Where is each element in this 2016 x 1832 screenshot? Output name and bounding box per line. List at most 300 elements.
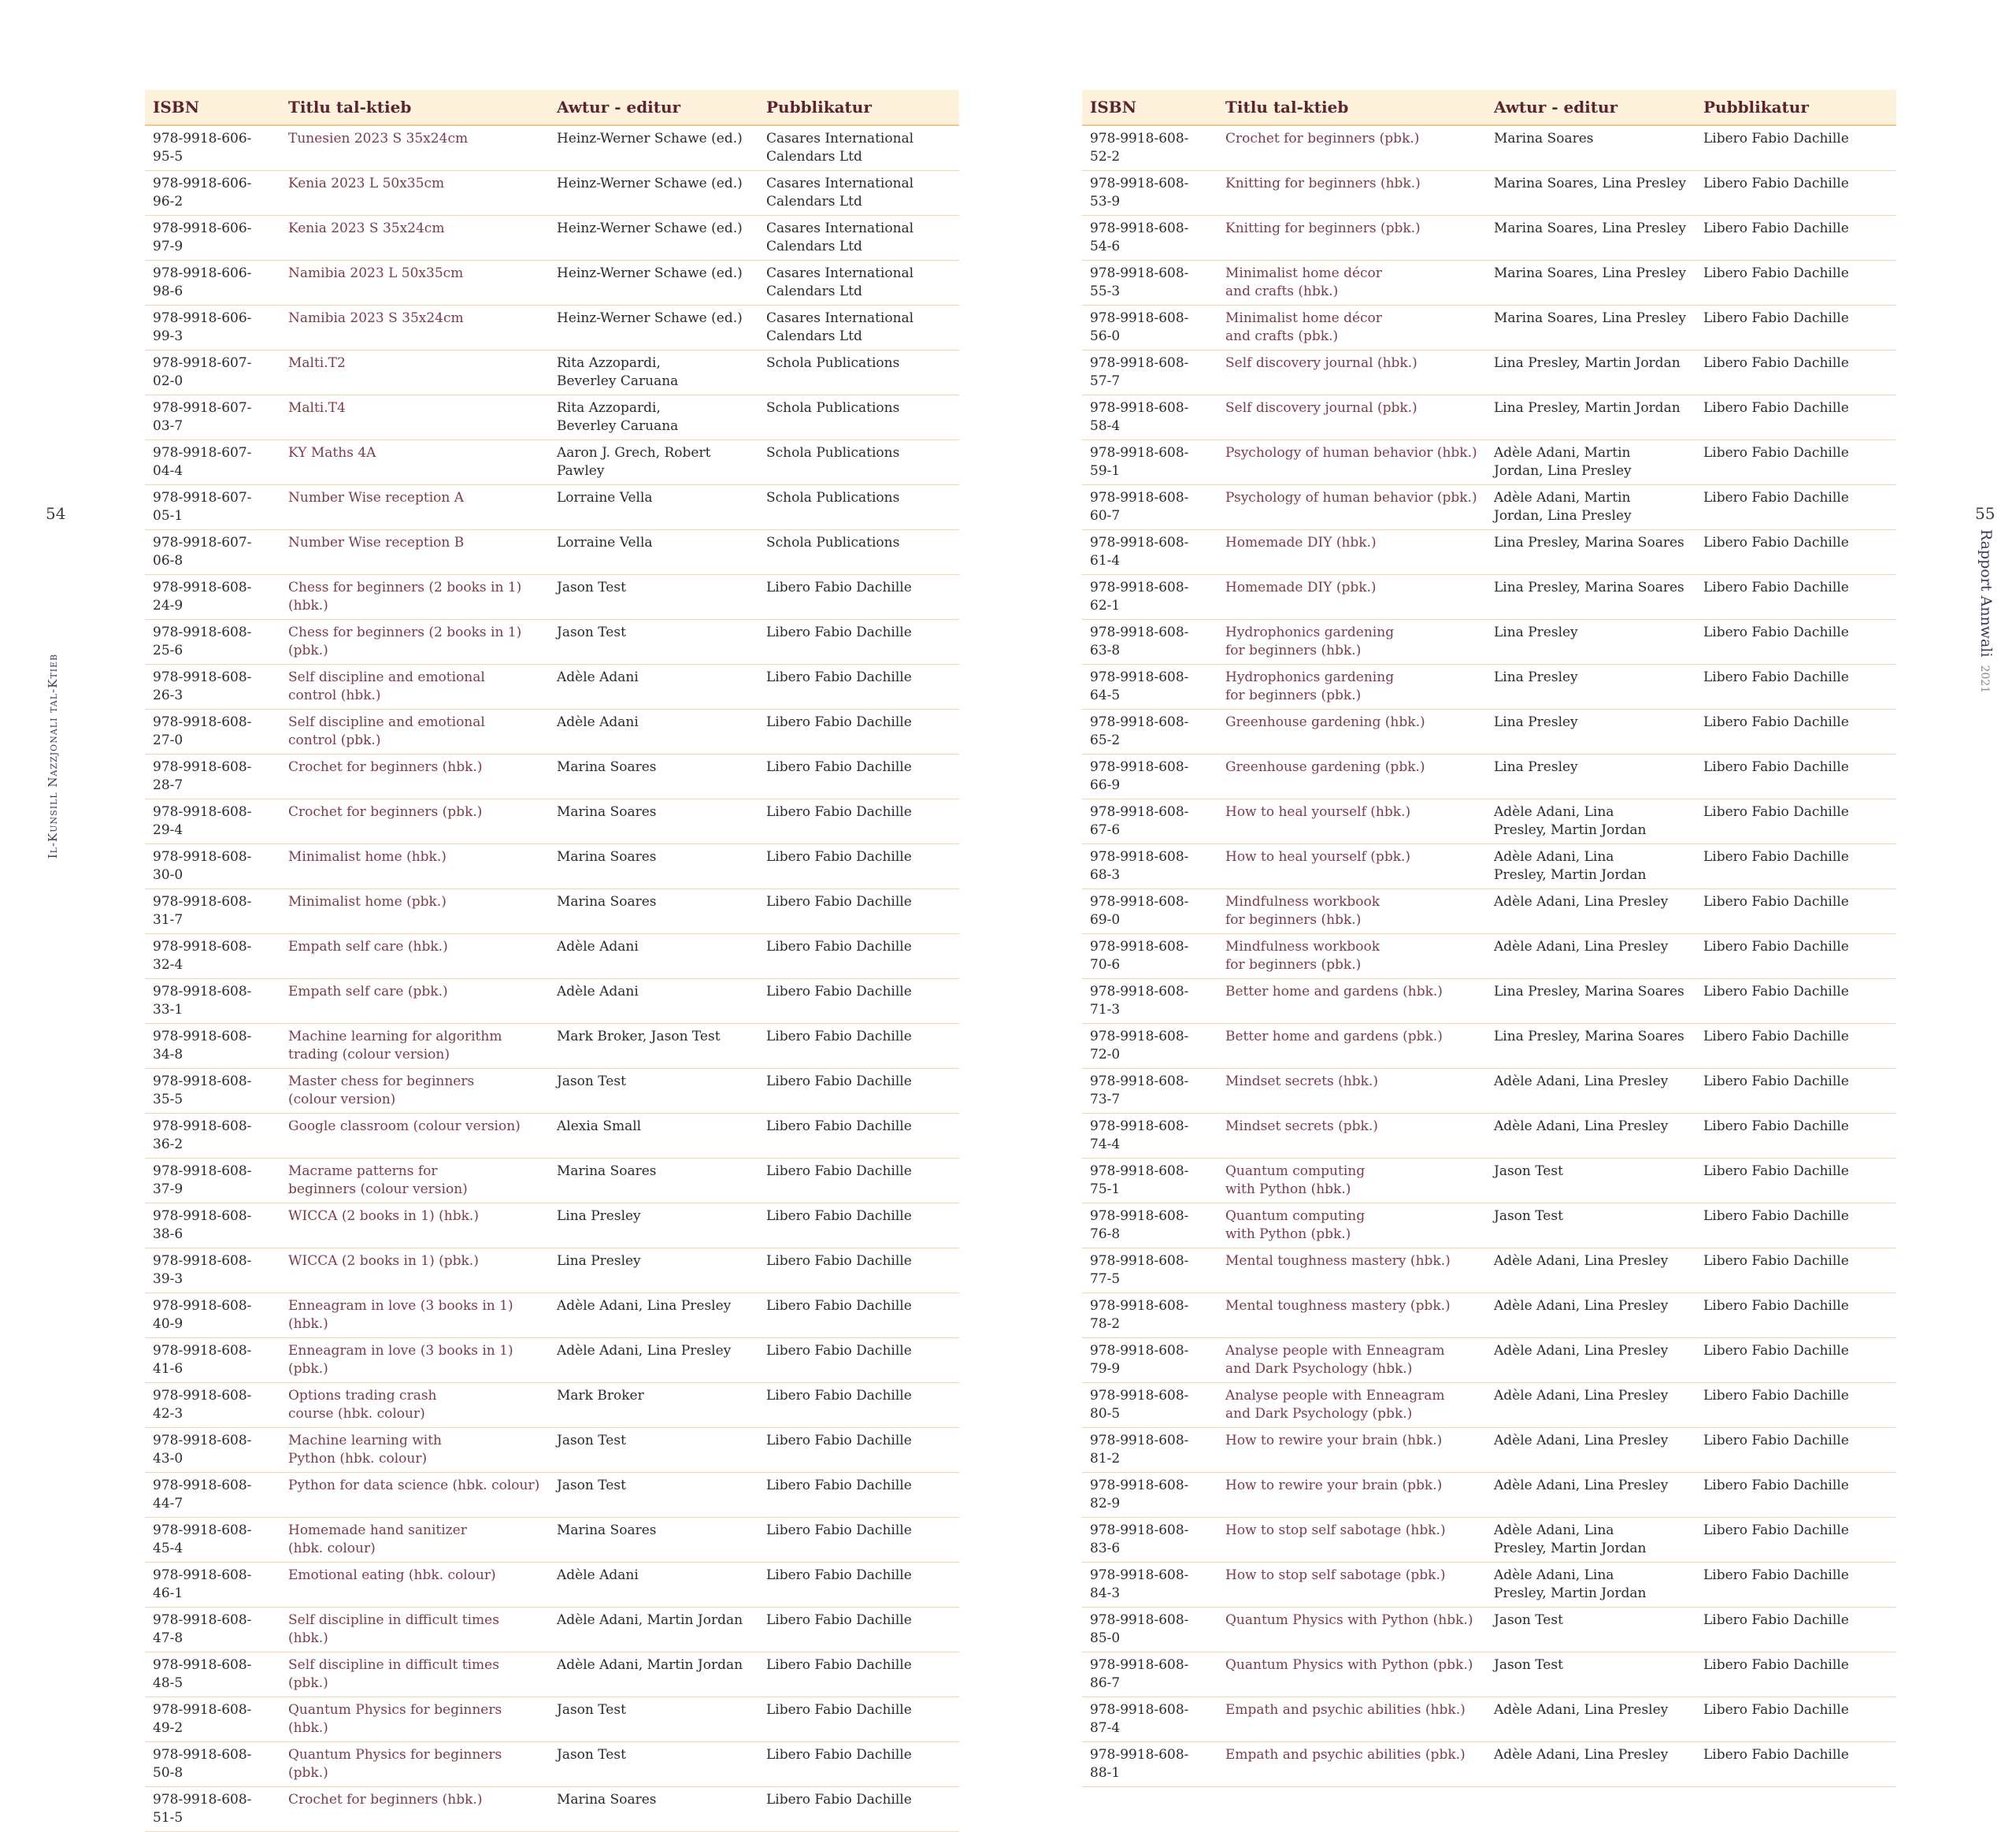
isbn-cell xyxy=(1082,710,1217,755)
isbn-cell xyxy=(1082,575,1217,620)
author-text: Jason Test xyxy=(557,625,626,640)
title-cell xyxy=(280,261,549,306)
title-text: Better home and gardens (pbk.) xyxy=(1225,1029,1443,1044)
isbn-text: 978-9918-608-49-2 xyxy=(153,1702,252,1736)
title-text: Crochet for beginners (pbk.) xyxy=(288,804,483,820)
isbn-text: 978-9918-608-82-9 xyxy=(1090,1478,1189,1511)
author-cell xyxy=(1486,1563,1695,1608)
title-cell xyxy=(1217,261,1486,306)
table-row xyxy=(145,395,959,440)
table-row xyxy=(1082,171,1896,216)
title-text: Psychology of human behavior (hbk.) xyxy=(1225,445,1477,461)
title-cell xyxy=(280,799,549,844)
table-row xyxy=(145,171,959,216)
author-cell xyxy=(549,1428,758,1473)
title-text: Mindfulness workbook for beginners (hbk.) xyxy=(1225,894,1380,928)
author-cell xyxy=(549,1563,758,1608)
author-cell xyxy=(549,1024,758,1069)
author-text: Marina Soares xyxy=(557,849,657,865)
isbn-cell xyxy=(145,261,280,306)
table-row xyxy=(145,1069,959,1114)
isbn-cell xyxy=(145,1608,280,1652)
title-cell xyxy=(1217,1518,1486,1563)
table-row xyxy=(1082,1518,1896,1563)
isbn-cell xyxy=(145,1203,280,1248)
publisher-cell xyxy=(1695,1024,1896,1069)
publisher-text: Libero Fabio Dachille xyxy=(1703,445,1849,461)
isbn-cell xyxy=(145,755,280,799)
author-cell xyxy=(1486,1473,1695,1518)
publisher-cell xyxy=(1695,1338,1896,1383)
publisher-text: Casares International Calendars Ltd xyxy=(766,221,914,254)
isbn-text: 978-9918-608-77-5 xyxy=(1090,1253,1189,1287)
publisher-text: Schola Publications xyxy=(766,490,900,506)
table-row xyxy=(1082,1608,1896,1652)
title-cell xyxy=(1217,844,1486,889)
title-text: Self discovery journal (pbk.) xyxy=(1225,400,1418,416)
title-text: How to stop self sabotage (pbk.) xyxy=(1225,1567,1446,1583)
title-text: Quantum Physics for beginners (hbk.) xyxy=(288,1702,502,1736)
isbn-text: 978-9918-608-70-6 xyxy=(1090,939,1189,973)
isbn-cell xyxy=(1082,171,1217,216)
title-text: Crochet for beginners (hbk.) xyxy=(288,759,483,775)
table-row xyxy=(1082,889,1896,934)
title-cell xyxy=(280,1203,549,1248)
table-row xyxy=(1082,979,1896,1024)
author-cell xyxy=(1486,1069,1695,1114)
title-text: Tunesien 2023 S 35x24cm xyxy=(288,131,469,146)
publisher-text: Libero Fabio Dachille xyxy=(766,1478,912,1493)
publisher-cell xyxy=(758,844,959,889)
title-cell xyxy=(280,1697,549,1742)
isbn-cell xyxy=(1082,125,1217,171)
isbn-text: 978-9918-608-83-6 xyxy=(1090,1522,1189,1556)
title-cell xyxy=(1217,934,1486,979)
table-row xyxy=(145,665,959,710)
title-cell xyxy=(1217,1293,1486,1338)
title-text: Mental toughness mastery (hbk.) xyxy=(1225,1253,1451,1269)
author-cell xyxy=(1486,1293,1695,1338)
author-cell xyxy=(1486,171,1695,216)
author-cell xyxy=(1486,485,1695,530)
publisher-text: Libero Fabio Dachille xyxy=(1703,625,1849,640)
author-text: Jason Test xyxy=(557,1478,626,1493)
author-cell xyxy=(1486,1428,1695,1473)
publisher-text: Libero Fabio Dachille xyxy=(766,1208,912,1224)
author-text: Adèle Adani, Lina Presley xyxy=(1494,1388,1669,1404)
title-cell xyxy=(280,1787,549,1832)
isbn-cell xyxy=(145,665,280,710)
author-text: Marina Soares xyxy=(557,894,657,910)
isbn-cell xyxy=(1082,261,1217,306)
isbn-cell xyxy=(1082,620,1217,665)
title-text: Master chess for beginners (colour version) xyxy=(288,1074,475,1107)
table-row xyxy=(1082,395,1896,440)
isbn-text: 978-9918-608-60-7 xyxy=(1090,490,1189,524)
publisher-cell xyxy=(758,889,959,934)
table-row xyxy=(145,530,959,575)
title-text: Empath self care (pbk.) xyxy=(288,984,448,999)
publisher-text: Libero Fabio Dachille xyxy=(766,939,912,955)
author-text: Heinz-Werner Schawe (ed.) xyxy=(557,131,743,146)
publisher-text: Libero Fabio Dachille xyxy=(1703,221,1849,236)
publisher-text: Libero Fabio Dachille xyxy=(1703,849,1849,865)
isbn-text: 978-9918-608-65-2 xyxy=(1090,714,1189,748)
publisher-cell xyxy=(1695,1608,1896,1652)
publisher-cell xyxy=(758,1069,959,1114)
author-cell xyxy=(549,1203,758,1248)
author-text: Adèle Adani xyxy=(557,1567,639,1583)
publisher-cell xyxy=(758,1338,959,1383)
isbn-cell xyxy=(1082,1114,1217,1159)
publisher-text: Libero Fabio Dachille xyxy=(1703,1702,1849,1718)
table-row xyxy=(1082,1742,1896,1787)
title-text: Crochet for beginners (pbk.) xyxy=(1225,131,1420,146)
publisher-cell xyxy=(758,1383,959,1428)
author-cell xyxy=(1486,1518,1695,1563)
author-cell xyxy=(549,216,758,261)
table-row xyxy=(1082,1293,1896,1338)
author-text: Marina Soares xyxy=(557,1522,657,1538)
title-cell xyxy=(1217,1024,1486,1069)
publisher-cell xyxy=(758,1248,959,1293)
author-text: Adèle Adani xyxy=(557,939,639,955)
title-cell xyxy=(280,440,549,485)
isbn-text: 978-9918-608-36-2 xyxy=(153,1118,252,1152)
title-cell xyxy=(1217,1652,1486,1697)
isbn-text: 978-9918-608-63-8 xyxy=(1090,625,1189,658)
publisher-text: Libero Fabio Dachille xyxy=(1703,131,1849,146)
isbn-text: 978-9918-608-43-0 xyxy=(153,1433,252,1467)
publisher-cell xyxy=(1695,1697,1896,1742)
isbn-cell xyxy=(1082,1203,1217,1248)
publisher-text: Libero Fabio Dachille xyxy=(766,1029,912,1044)
title-cell xyxy=(1217,1203,1486,1248)
column-header-title: Titlu tal-ktieb xyxy=(1217,90,1486,125)
title-cell xyxy=(280,1159,549,1203)
author-text: Adèle Adani, Martin Jordan xyxy=(557,1657,743,1673)
author-text: Adèle Adani, Lina Presley, Martin Jordan xyxy=(1494,1567,1647,1601)
author-text: Jason Test xyxy=(557,1702,626,1718)
author-text: Adèle Adani, Lina Presley xyxy=(1494,1433,1669,1448)
publisher-text: Libero Fabio Dachille xyxy=(766,1747,912,1763)
title-text: Minimalist home (hbk.) xyxy=(288,849,447,865)
title-cell xyxy=(280,889,549,934)
publisher-cell xyxy=(758,530,959,575)
publisher-text: Schola Publications xyxy=(766,445,900,461)
isbn-cell xyxy=(1082,1428,1217,1473)
title-cell xyxy=(1217,125,1486,171)
table-row xyxy=(145,844,959,889)
title-text: Malti.T2 xyxy=(288,355,346,371)
publisher-text: Schola Publications xyxy=(766,355,900,371)
publisher-text: Libero Fabio Dachille xyxy=(1703,1522,1849,1538)
author-text: Marina Soares, Lina Presley xyxy=(1494,265,1686,281)
publisher-cell xyxy=(758,440,959,485)
publisher-text: Libero Fabio Dachille xyxy=(766,759,912,775)
title-cell xyxy=(1217,575,1486,620)
publisher-text: Libero Fabio Dachille xyxy=(766,625,912,640)
isbn-cell xyxy=(1082,1069,1217,1114)
title-text: Self discovery journal (hbk.) xyxy=(1225,355,1418,371)
author-text: Marina Soares xyxy=(557,759,657,775)
title-text: Self discipline in difficult times (pbk.) xyxy=(288,1657,499,1691)
publisher-cell xyxy=(758,620,959,665)
author-cell xyxy=(1486,665,1695,710)
isbn-cell xyxy=(145,979,280,1024)
author-cell xyxy=(1486,1114,1695,1159)
publisher-text: Libero Fabio Dachille xyxy=(766,580,912,595)
author-cell xyxy=(549,1248,758,1293)
table-row xyxy=(145,1203,959,1248)
title-text: Homemade DIY (pbk.) xyxy=(1225,580,1377,595)
title-cell xyxy=(1217,1473,1486,1518)
author-cell xyxy=(549,1787,758,1832)
publisher-text: Libero Fabio Dachille xyxy=(766,1433,912,1448)
author-cell xyxy=(549,125,758,171)
author-cell xyxy=(549,1338,758,1383)
title-text: WICCA (2 books in 1) (hbk.) xyxy=(288,1208,479,1224)
isbn-cell xyxy=(1082,844,1217,889)
publisher-text: Casares International Calendars Ltd xyxy=(766,131,914,165)
isbn-text: 978-9918-608-25-6 xyxy=(153,625,252,658)
publisher-text: Schola Publications xyxy=(766,535,900,551)
author-text: Jason Test xyxy=(1494,1163,1563,1179)
publisher-text: Libero Fabio Dachille xyxy=(1703,1657,1849,1673)
table-row xyxy=(1082,1652,1896,1697)
publisher-text: Libero Fabio Dachille xyxy=(766,804,912,820)
title-cell xyxy=(280,1293,549,1338)
publisher-cell xyxy=(758,350,959,395)
author-cell xyxy=(549,889,758,934)
isbn-text: 978-9918-607-04-4 xyxy=(153,445,252,479)
isbn-text: 978-9918-608-31-7 xyxy=(153,894,252,928)
table-row xyxy=(145,755,959,799)
isbn-text: 978-9918-606-95-5 xyxy=(153,131,252,165)
author-text: Adèle Adani, Lina Presley xyxy=(1494,1298,1669,1314)
title-cell xyxy=(280,350,549,395)
isbn-text: 978-9918-608-81-2 xyxy=(1090,1433,1189,1467)
table-row xyxy=(145,575,959,620)
isbn-text: 978-9918-608-69-0 xyxy=(1090,894,1189,928)
publisher-text: Libero Fabio Dachille xyxy=(1703,1074,1849,1089)
author-text: Adèle Adani xyxy=(557,984,639,999)
title-text: Machine learning with Python (hbk. colour) xyxy=(288,1433,443,1467)
title-text: Self discipline and emotional control (hbk.) xyxy=(288,669,485,703)
author-cell xyxy=(1486,1248,1695,1293)
title-cell xyxy=(1217,1338,1486,1383)
author-text: Jason Test xyxy=(557,1747,626,1763)
title-text: Machine learning for algorithm trading (colour version) xyxy=(288,1029,502,1062)
isbn-cell xyxy=(1082,1518,1217,1563)
publisher-text: Libero Fabio Dachille xyxy=(1703,176,1849,191)
isbn-text: 978-9918-608-30-0 xyxy=(153,849,252,883)
title-text: Options trading crash course (hbk. colour) xyxy=(288,1388,437,1422)
publisher-text: Casares International Calendars Ltd xyxy=(766,310,914,344)
title-text: How to rewire your brain (pbk.) xyxy=(1225,1478,1443,1493)
isbn-text: 978-9918-608-76-8 xyxy=(1090,1208,1189,1242)
isbn-text: 978-9918-608-39-3 xyxy=(153,1253,252,1287)
isbn-cell xyxy=(145,1069,280,1114)
author-text: Lina Presley xyxy=(1494,625,1578,640)
isbn-cell xyxy=(145,620,280,665)
publisher-text: Libero Fabio Dachille xyxy=(766,714,912,730)
author-text: Marina Soares, Lina Presley xyxy=(1494,310,1686,326)
author-cell xyxy=(549,1518,758,1563)
isbn-text: 978-9918-608-40-9 xyxy=(153,1298,252,1332)
author-cell xyxy=(1486,1697,1695,1742)
isbn-cell xyxy=(145,1697,280,1742)
title-text: Minimalist home (pbk.) xyxy=(288,894,447,910)
title-cell xyxy=(1217,979,1486,1024)
isbn-cell xyxy=(1082,306,1217,350)
author-text: Jason Test xyxy=(1494,1208,1563,1224)
publisher-text: Libero Fabio Dachille xyxy=(766,849,912,865)
publisher-cell xyxy=(758,1473,959,1518)
isbn-cell xyxy=(1082,1563,1217,1608)
isbn-text: 978-9918-608-85-0 xyxy=(1090,1612,1189,1646)
author-cell xyxy=(549,171,758,216)
publisher-cell xyxy=(758,1787,959,1832)
author-text: Adèle Adani xyxy=(557,714,639,730)
author-cell xyxy=(549,799,758,844)
author-text: Marina Soares xyxy=(557,1792,657,1808)
author-text: Adèle Adani, Martin Jordan xyxy=(557,1612,743,1628)
publisher-text: Libero Fabio Dachille xyxy=(1703,1567,1849,1583)
title-text: Homemade hand sanitizer (hbk. colour) xyxy=(288,1522,467,1556)
author-cell xyxy=(1486,216,1695,261)
author-text: Adèle Adani, Lina Presley xyxy=(1494,1118,1669,1134)
isbn-cell xyxy=(145,844,280,889)
author-text: Rita Azzopardi, Beverley Caruana xyxy=(557,400,679,434)
isbn-cell xyxy=(1082,350,1217,395)
title-cell xyxy=(280,1518,549,1563)
author-cell xyxy=(549,530,758,575)
title-text: Empath and psychic abilities (pbk.) xyxy=(1225,1747,1466,1763)
publisher-text: Libero Fabio Dachille xyxy=(766,1253,912,1269)
title-cell xyxy=(280,530,549,575)
table-row xyxy=(1082,710,1896,755)
author-cell xyxy=(1486,440,1695,485)
author-text: Adèle Adani, Lina Presley xyxy=(557,1343,732,1359)
column-header-author: Awtur - editur xyxy=(549,90,758,125)
table-row xyxy=(1082,125,1896,171)
author-text: Marina Soares, Lina Presley xyxy=(1494,221,1686,236)
author-text: Adèle Adani, Lina Presley, Martin Jordan xyxy=(1494,1522,1647,1556)
isbn-cell xyxy=(145,575,280,620)
isbn-cell xyxy=(1082,395,1217,440)
title-cell xyxy=(1217,620,1486,665)
title-cell xyxy=(1217,889,1486,934)
table-body xyxy=(1082,125,1896,1787)
publisher-text: Casares International Calendars Ltd xyxy=(766,176,914,210)
author-text: Jason Test xyxy=(557,1433,626,1448)
author-cell xyxy=(549,1608,758,1652)
isbn-cell xyxy=(145,1518,280,1563)
title-text: Homemade DIY (hbk.) xyxy=(1225,535,1377,551)
author-text: Adèle Adani, Lina Presley, Martin Jordan xyxy=(1494,804,1647,838)
author-cell xyxy=(1486,1652,1695,1697)
title-cell xyxy=(1217,1383,1486,1428)
table-row xyxy=(145,1697,959,1742)
title-cell xyxy=(1217,1563,1486,1608)
isbn-cell xyxy=(145,1338,280,1383)
title-cell xyxy=(280,1473,549,1518)
publisher-text: Libero Fabio Dachille xyxy=(766,1163,912,1179)
table-row xyxy=(1082,440,1896,485)
title-text: Mindset secrets (hbk.) xyxy=(1225,1074,1378,1089)
isbn-cell xyxy=(145,171,280,216)
publisher-text: Libero Fabio Dachille xyxy=(766,1298,912,1314)
author-cell xyxy=(1486,889,1695,934)
isbn-cell xyxy=(1082,665,1217,710)
title-text: Namibia 2023 L 50x35cm xyxy=(288,265,464,281)
publisher-cell xyxy=(758,710,959,755)
isbn-cell xyxy=(145,1652,280,1697)
isbn-cell xyxy=(145,1473,280,1518)
isbn-text: 978-9918-608-87-4 xyxy=(1090,1702,1189,1736)
title-cell xyxy=(280,934,549,979)
publisher-cell xyxy=(758,979,959,1024)
isbn-cell xyxy=(1082,979,1217,1024)
title-text: Quantum Physics with Python (pbk.) xyxy=(1225,1657,1473,1673)
isbn-text: 978-9918-607-03-7 xyxy=(153,400,252,434)
publisher-text: Libero Fabio Dachille xyxy=(1703,1163,1849,1179)
title-text: Self discipline in difficult times (hbk.) xyxy=(288,1612,499,1646)
author-cell xyxy=(549,979,758,1024)
table-row xyxy=(1082,934,1896,979)
publisher-cell xyxy=(758,1652,959,1697)
isbn-text: 978-9918-608-72-0 xyxy=(1090,1029,1189,1062)
isbn-cell xyxy=(1082,934,1217,979)
table-row xyxy=(1082,1473,1896,1518)
title-cell xyxy=(280,1024,549,1069)
isbn-cell xyxy=(1082,1159,1217,1203)
author-cell xyxy=(1486,1742,1695,1787)
publisher-cell xyxy=(758,1203,959,1248)
publisher-cell xyxy=(1695,306,1896,350)
title-text: How to heal yourself (pbk.) xyxy=(1225,849,1411,865)
author-text: Jason Test xyxy=(557,580,626,595)
column-header-publisher: Pubblikatur xyxy=(1695,90,1896,125)
author-cell xyxy=(549,1697,758,1742)
isbn-text: 978-9918-608-86-7 xyxy=(1090,1657,1189,1691)
publisher-cell xyxy=(1695,261,1896,306)
author-text: Rita Azzopardi, Beverley Caruana xyxy=(557,355,679,389)
title-text: Empath self care (hbk.) xyxy=(288,939,448,955)
publisher-text: Libero Fabio Dachille xyxy=(1703,355,1849,371)
title-cell xyxy=(280,1383,549,1428)
publisher-text: Libero Fabio Dachille xyxy=(766,894,912,910)
title-cell xyxy=(280,979,549,1024)
table-row xyxy=(1082,844,1896,889)
author-text: Heinz-Werner Schawe (ed.) xyxy=(557,221,743,236)
publisher-text: Libero Fabio Dachille xyxy=(766,1388,912,1404)
publisher-text: Libero Fabio Dachille xyxy=(1703,669,1849,685)
author-text: Lina Presley xyxy=(1494,714,1578,730)
author-cell xyxy=(1486,1338,1695,1383)
author-cell xyxy=(1486,620,1695,665)
publisher-text: Libero Fabio Dachille xyxy=(1703,265,1849,281)
title-text: Quantum computing with Python (pbk.) xyxy=(1225,1208,1366,1242)
publisher-cell xyxy=(758,1608,959,1652)
author-cell xyxy=(549,620,758,665)
title-cell xyxy=(1217,1742,1486,1787)
table-header xyxy=(145,90,959,125)
author-cell xyxy=(1486,395,1695,440)
title-cell xyxy=(1217,710,1486,755)
publisher-cell xyxy=(1695,620,1896,665)
